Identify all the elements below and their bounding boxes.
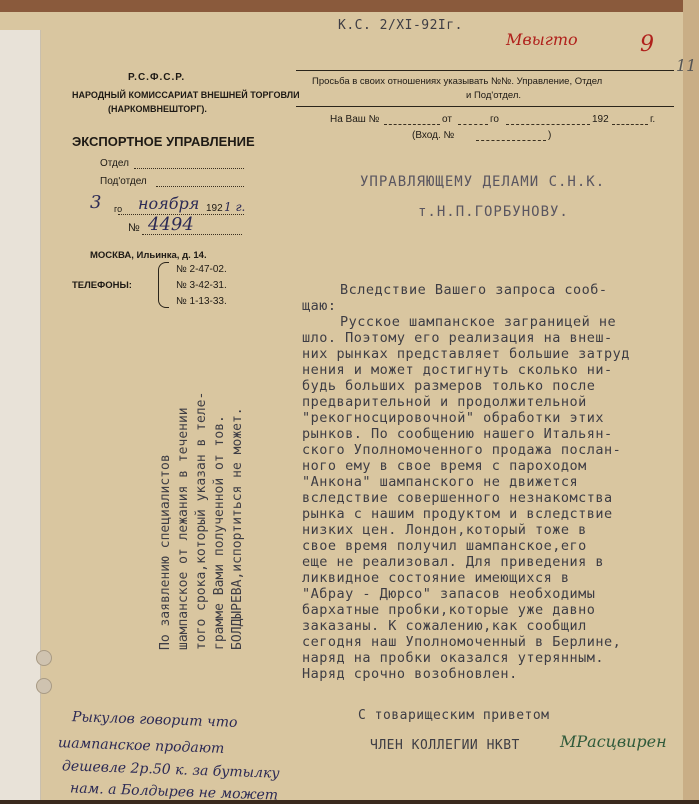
reply-year: 192 [592, 114, 609, 125]
reply-from: от [442, 114, 452, 125]
body-line: шло. Поэтому его реализация на внеш- [302, 330, 613, 346]
reply-go: го [490, 114, 499, 125]
date-month: ноября [138, 194, 200, 213]
podotdel-label: Под'отдел [100, 176, 147, 187]
date-day: 3 [90, 192, 102, 213]
incoming-close: ) [548, 130, 552, 141]
body-line: "рекогносцировочной" обработки этих [302, 410, 604, 426]
body-line: рынка с нашим продуктом и вследствие [302, 506, 613, 522]
margin-note-line: того срока,который указан в теле- [194, 391, 209, 650]
body-line: будь больших размеров только после [302, 378, 596, 394]
incoming-number-line [476, 140, 546, 141]
signature: МРасцвирен [560, 732, 667, 751]
header-rule [296, 106, 674, 107]
commissariat-name: НАРОДНЫЙ КОМИССАРИАТ ВНЕШНЕЙ ТОРГОВЛИ [72, 90, 300, 100]
date-go: го [114, 204, 123, 214]
body-line: предварительной и продолжительной [302, 394, 587, 410]
reply-label: На Ваш № [330, 114, 380, 125]
body-line: рынков. По сообщению нашего Итальян- [302, 426, 613, 442]
header-rule [296, 70, 674, 71]
handwritten-note-line: шампанское продают [57, 735, 225, 757]
reply-g: г. [650, 114, 656, 125]
outgoing-number: 4494 [148, 214, 194, 235]
signature-title: ЧЛЕН КОЛЛЕГИИ НКВТ [370, 738, 520, 753]
date-year-suffix: 1 г. [224, 200, 246, 214]
body-line: еще не реализовал. Для приведения в [302, 554, 604, 570]
phone-number: № 3-42-31. [176, 280, 227, 291]
address-line: МОСКВА, Ильинка, д. 14. [90, 250, 207, 261]
next-page-edge [683, 0, 699, 800]
department-title: ЭКСПОРТНОЕ УПРАВЛЕНИЕ [72, 134, 255, 149]
body-line: "Абрау - Дюрсо" запасов необходимы [302, 586, 596, 602]
binding-margin-strip [0, 30, 41, 800]
punch-hole [36, 678, 52, 694]
addressee-title: УПРАВЛЯЮЩЕМУ ДЕЛАМИ С.Н.К. [360, 174, 606, 190]
date-year: 192 [206, 203, 223, 214]
body-line: наряд на пробки оказался утерянным. [302, 650, 604, 666]
body-line: щаю: [302, 298, 337, 314]
body-line: заказаны. К сожалению,как сообщил [302, 618, 587, 634]
folder-top-edge [0, 0, 699, 12]
registry-stamp: К.С. 2/XI-92Iг. [338, 18, 463, 33]
rsfsr-header: Р.С.Ф.С.Р. [128, 72, 186, 83]
body-line: ликвидное состояние имеющихся в [302, 570, 570, 586]
margin-note-line: шампанское от лежания в течении [176, 407, 191, 650]
handwritten-annotation: Мвыгто [506, 30, 578, 49]
phones-label: ТЕЛЕФОНЫ: [72, 280, 132, 291]
otdel-blank-line [134, 168, 244, 169]
otdel-label: Отдел [100, 158, 129, 169]
reply-day-line [458, 124, 488, 125]
body-line: нения и может достигнуть сколько ни- [302, 362, 613, 378]
commissariat-abbrev: (НАРКОМВНЕШТОРГ). [108, 104, 207, 114]
handwritten-note-line: Рыкулов говорит что [71, 709, 238, 731]
body-line: ного ему в свое время с пароходом [302, 458, 587, 474]
request-instruction: Просьба в своих отношениях указывать №№. Управление, Отдел [312, 76, 603, 87]
podotdel-blank-line [156, 186, 244, 187]
corner-number: 11 [676, 56, 697, 75]
margin-note-line: БОЛДЫРЕВА,испортиться не может. [230, 407, 245, 650]
outgoing-number-label: № [128, 222, 140, 234]
handwritten-note-line: нам. а Болдырев не может [69, 780, 279, 804]
addressee-name: т.Н.П.ГОРБУНОВУ. [418, 204, 569, 220]
phone-number: № 1-13-33. [176, 296, 227, 307]
margin-note-line: По заявлению специалистов [158, 454, 173, 650]
red-folio-number: 9 [640, 32, 654, 57]
body-line: низких цен. Лондон,который тоже в [302, 522, 587, 538]
number-blank-line [142, 234, 242, 235]
phones-brace [158, 262, 169, 308]
body-line: сегодня наш Уполномоченный в Берлине, [302, 634, 622, 650]
body-line: Вследствие Вашего запроса сооб- [340, 282, 608, 298]
body-line: "Анкона" шампанского не движется [302, 474, 579, 490]
phone-number: № 2-47-02. [176, 264, 227, 275]
body-line: Наряд срочно возобновлен. [302, 666, 518, 682]
request-instruction-cont: и Под'отдел. [466, 90, 522, 101]
incoming-label: (Вход. № [412, 130, 455, 141]
body-line: свое время получил шампанское,его [302, 538, 587, 554]
closing-greeting: С товарищеским приветом [358, 708, 550, 723]
reply-month-line [506, 124, 590, 125]
margin-note-line: грамме Вами полученной от тов. [212, 415, 227, 650]
reply-number-line [384, 124, 440, 125]
body-line: вследствие совершенного незнакомства [302, 490, 613, 506]
body-line: бархатные пробки,которые уже давно [302, 602, 596, 618]
body-line: Русское шампанское заграницей не [340, 314, 617, 330]
punch-hole [36, 650, 52, 666]
body-line: ского Уполномоченного продажа послан- [302, 442, 622, 458]
reply-year-line [612, 124, 648, 125]
handwritten-note-line: дешевле 2р.50 к. за бутылку [61, 758, 280, 782]
body-line: них рынках представляет большие затруд [302, 346, 630, 362]
